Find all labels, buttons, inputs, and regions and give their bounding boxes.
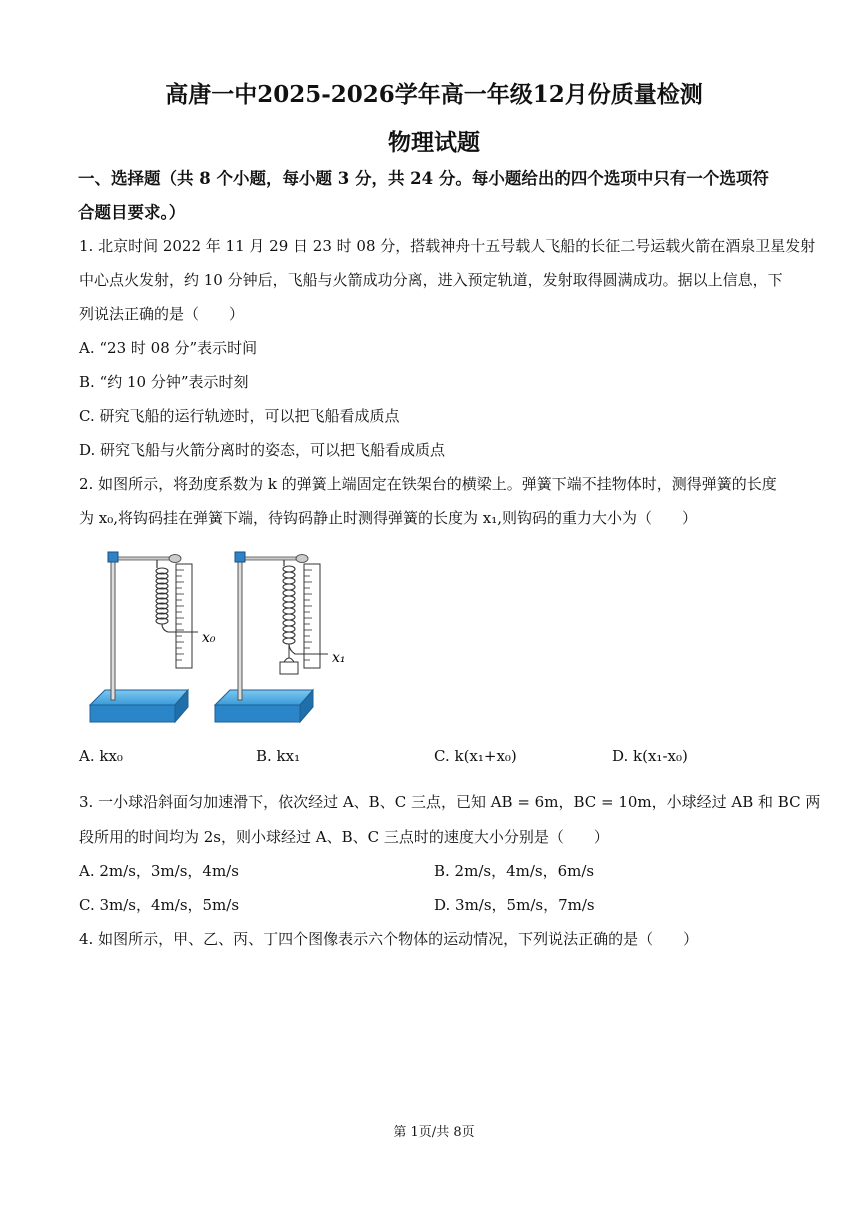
q3-stem-line1: 3. 一小球沿斜面匀加速滑下，依次经过 A、B、C 三点，已知 AB = 6m，BC = 10m，小球经过 AB 和 BC 两 xyxy=(79,793,821,811)
q1-stem-line1: 1. 北京时间 2022 年 11 月 29 日 23 时 08 分，搭载神舟十五号载人飞船的长征二号运载火箭在酒泉卫星发射 xyxy=(79,237,816,255)
left-stand xyxy=(90,552,216,722)
q4-stem-line1: 4. 如图所示，甲、乙、丙、丁四个图像表示六个物体的运动情况，下列说法正确的是（ ） xyxy=(79,930,699,948)
q1-stem-line3: 列说法正确的是（ ） xyxy=(79,305,245,323)
q2-option-d: D. k(x₁-x₀) xyxy=(612,747,688,765)
q2-stem-line1: 2. 如图所示，将劲度系数为 k 的弹簧上端固定在铁架台的横梁上。弹簧下端不挂物体时，测得弹簧的长度 xyxy=(79,475,777,493)
q2-stem-line2: 为 x₀,将钩码挂在弹簧下端，待钩码静止时测得弹簧的长度为 x₁,则钩码的重力大小为（ ） xyxy=(79,509,698,527)
q2-option-a: A. kx₀ xyxy=(79,747,123,765)
q2-option-c: C. k(x₁+x₀) xyxy=(434,747,517,765)
section-heading-line2: 合题目要求。） xyxy=(78,203,186,222)
page-subtitle: 物理试题 xyxy=(388,129,480,156)
q1-stem-line2: 中心点火发射，约 10 分钟后，飞船与火箭成功分离，进入预定轨道，发射取得圆满成功。据以上信息，下 xyxy=(79,271,783,289)
q1-option-a: A. “23 时 08 分”表示时间 xyxy=(79,339,258,357)
q1-option-d: D. 研究飞船与火箭分离时的姿态，可以把飞船看成质点 xyxy=(79,441,446,459)
page-title: 高唐一中2025-2026学年高一年级12月份质量检测 xyxy=(165,81,703,108)
label-x1: x₁ xyxy=(332,650,346,666)
q1-option-c: C. 研究飞船的运行轨迹时，可以把飞船看成质点 xyxy=(79,407,400,425)
q1-option-b: B. “约 10 分钟”表示时刻 xyxy=(79,373,249,391)
section-heading-line1: 一、选择题（共 8 个小题，每小题 3 分，共 24 分。每小题给出的四个选项中只有一个选项符 xyxy=(78,169,769,188)
q3-option-a: A. 2m/s，3m/s，4m/s xyxy=(79,862,239,880)
page-footer: 第 1页/共 8页 xyxy=(393,1125,475,1140)
q3-option-c: C. 3m/s，4m/s，5m/s xyxy=(79,896,240,914)
q2-option-b: B. kx₁ xyxy=(256,747,301,765)
right-stand xyxy=(215,552,346,722)
spring-stand-figure xyxy=(80,540,380,730)
q3-option-b: B. 2m/s，4m/s，6m/s xyxy=(434,862,595,880)
q3-option-d: D. 3m/s，5m/s，7m/s xyxy=(434,896,595,914)
label-x0: x₀ xyxy=(202,630,216,646)
q3-stem-line2: 段所用的时间均为 2s，则小球经过 A、B、C 三点时的速度大小分别是（ ） xyxy=(79,828,609,846)
